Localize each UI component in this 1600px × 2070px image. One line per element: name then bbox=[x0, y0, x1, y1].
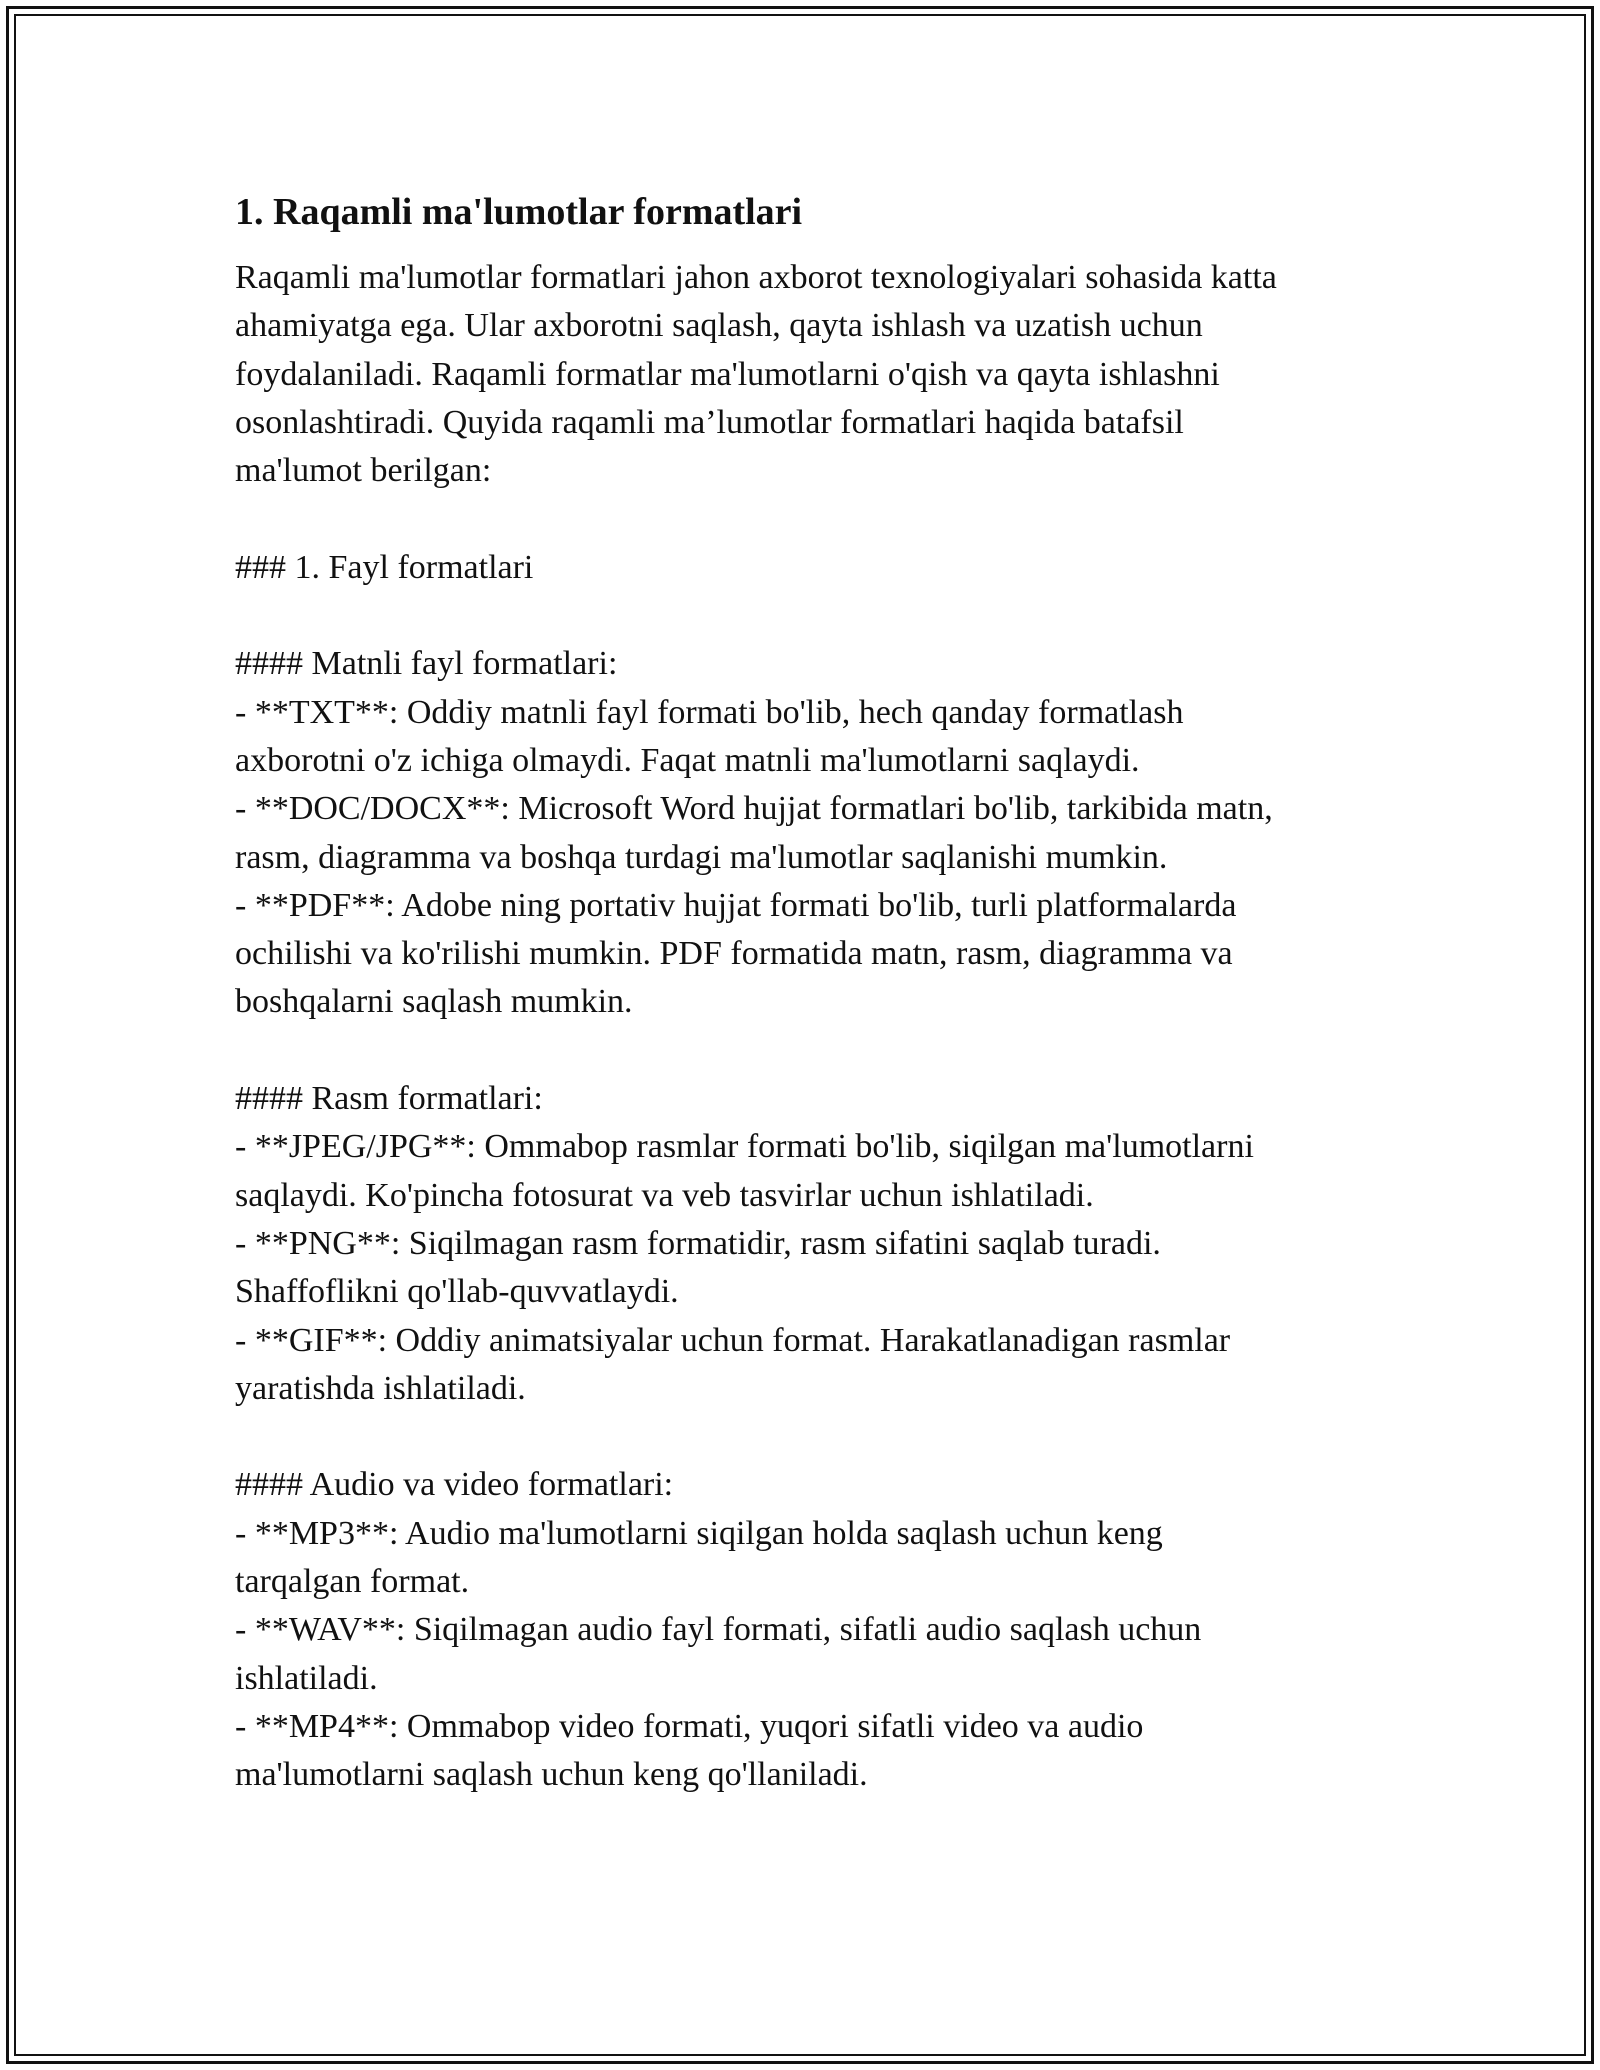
subsection-heading: #### Rasm formatlari: bbox=[235, 1080, 543, 1118]
av-formats-block bbox=[235, 1461, 1375, 1799]
list-line: - **JPEG/JPG**: Ommabop rasmlar formati bo'lib, siqilgan ma'lumotlarni bbox=[235, 1128, 1254, 1166]
list-line: ishlatiladi. bbox=[235, 1659, 378, 1697]
list-line: yaratishda ishlatiladi. bbox=[235, 1369, 526, 1407]
blank-line bbox=[235, 592, 1375, 640]
document-body bbox=[235, 186, 1375, 1800]
subsection-heading: #### Matnli fayl formatlari: bbox=[235, 645, 618, 683]
image-formats-block bbox=[235, 1075, 1375, 1413]
intro-line: ahamiyatga ega. Ular axborotni saqlash, qayta ishlash va uzatish uchun bbox=[235, 307, 1203, 345]
blank-line bbox=[235, 1027, 1375, 1075]
list-line: - **TXT**: Oddiy matnli fayl formati bo'lib, hech qanday formatlash bbox=[235, 693, 1184, 731]
list-line: boshqalarni saqlash mumkin. bbox=[235, 983, 633, 1021]
intro-line: osonlashtiradi. Quyida raqamli ma’lumotlar formatlari haqida batafsil bbox=[235, 403, 1184, 441]
intro-line: ma'lumot berilgan: bbox=[235, 452, 492, 490]
list-line: axborotni o'z ichiga olmaydi. Faqat matnli ma'lumotlarni saqlaydi. bbox=[235, 741, 1140, 779]
list-line: - **MP3**: Audio ma'lumotlarni siqilgan holda saqlash uchun keng bbox=[235, 1514, 1163, 1552]
list-line: rasm, diagramma va boshqa turdagi ma'lumotlar saqlanishi mumkin. bbox=[235, 838, 1168, 876]
text-formats-block bbox=[235, 640, 1375, 1026]
list-line: - **WAV**: Siqilmagan audio fayl formati, sifatli audio saqlash uchun bbox=[235, 1611, 1202, 1649]
intro-paragraph bbox=[235, 254, 1375, 495]
intro-line: foydalaniladi. Raqamli formatlar ma'lumotlarni o'qish va qayta ishlashni bbox=[235, 355, 1220, 393]
document-title: 1. Raqamli ma'lumotlar formatlari bbox=[235, 191, 803, 233]
subsection-heading: #### Audio va video formatlari: bbox=[235, 1466, 674, 1504]
blank-line bbox=[235, 1413, 1375, 1461]
blank-line bbox=[235, 495, 1375, 543]
list-line: - **PDF**: Adobe ning portativ hujjat formati bo'lib, turli platformalarda bbox=[235, 886, 1237, 924]
section-heading: ### 1. Fayl formatlari bbox=[235, 548, 534, 586]
list-line: - **DOC/DOCX**: Microsoft Word hujjat formatlari bo'lib, tarkibida matn, bbox=[235, 790, 1273, 828]
list-line: - **GIF**: Oddiy animatsiyalar uchun format. Harakatlanadigan rasmlar bbox=[235, 1321, 1231, 1359]
list-line: saqlaydi. Ko'pincha fotosurat va veb tasvirlar uchun ishlatiladi. bbox=[235, 1176, 1094, 1214]
list-line: Shaffoflikni qo'llab-quvvatlaydi. bbox=[235, 1273, 679, 1311]
list-line: ochilishi va ko'rilishi mumkin. PDF formatida matn, rasm, diagramma va bbox=[235, 935, 1233, 973]
intro-line: Raqamli ma'lumotlar formatlari jahon axborot texnologiyalari sohasida katta bbox=[235, 259, 1277, 296]
list-line: - **PNG**: Siqilmagan rasm formatidir, rasm sifatini saqlab turadi. bbox=[235, 1224, 1161, 1262]
list-line: tarqalgan format. bbox=[235, 1563, 470, 1601]
list-line: ma'lumotlarni saqlash uchun keng qo'llaniladi. bbox=[235, 1756, 868, 1794]
list-line: - **MP4**: Ommabop video formati, yuqori sifatli video va audio bbox=[235, 1707, 1144, 1745]
